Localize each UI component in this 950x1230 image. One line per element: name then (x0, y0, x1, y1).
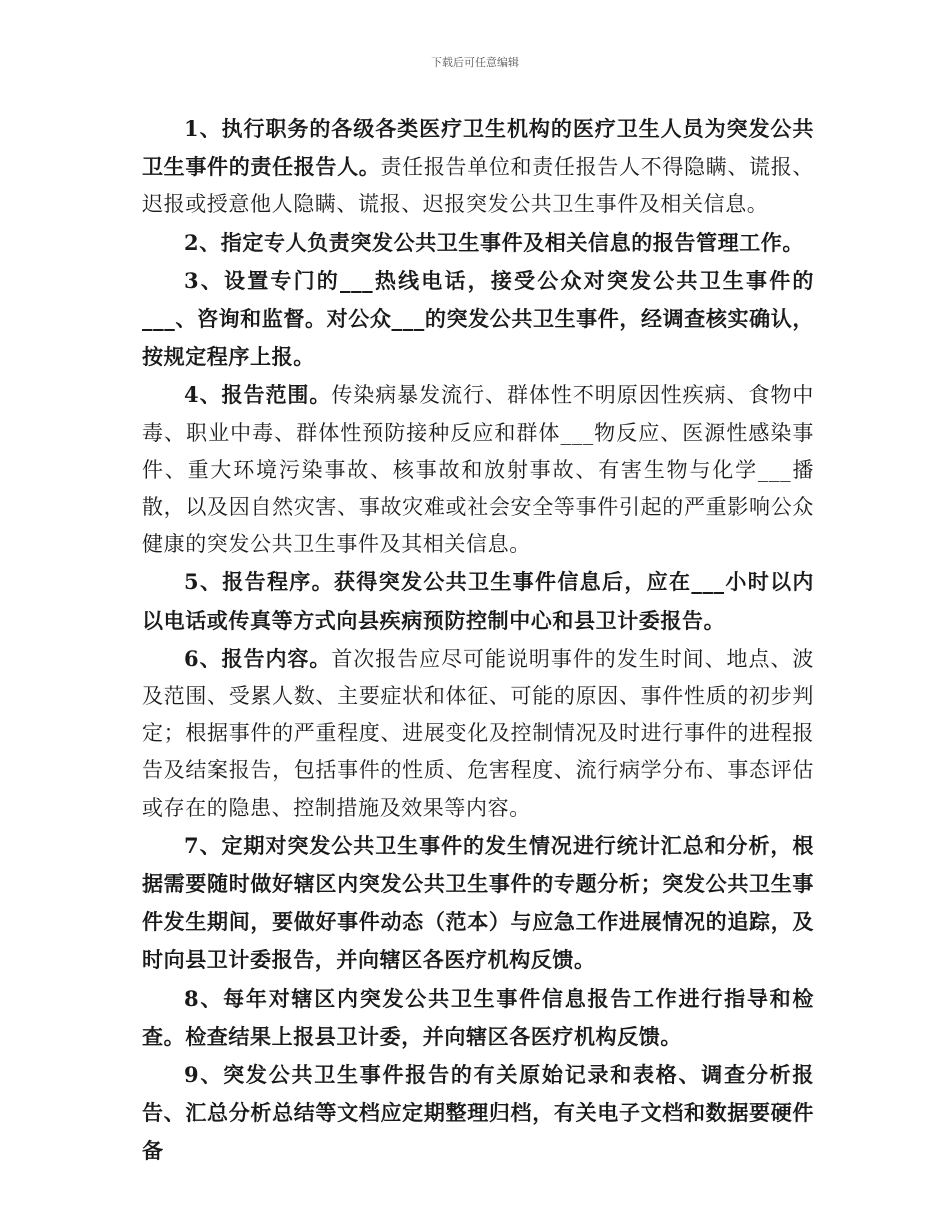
page-header-note: 下载后可任意编辑 (431, 56, 519, 69)
document-body (142, 110, 814, 1171)
paragraph-8 (142, 980, 814, 1056)
paragraph-3-lead: 3、设置专门的___热线电话，接受公众对突发公共卫生事件的___、咨询和监督。对公众___的突发公共卫生事件，经调查核实确认，按规定程序上报。 (142, 267, 814, 370)
paragraph-6 (142, 640, 814, 827)
paragraph-5-lead: 5、报告程序。获得突发公共卫生事件信息后，应在___小时以内以电话或传真等方式向县疾病预防控制中心和县卫计委报告。 (142, 569, 814, 633)
paragraph-7-lead: 7、定期对突发公共卫生事件的发生情况进行统计汇总和分析，根据需要随时做好辖区内突发公共卫生事件的专题分析；突发公共卫生事件发生期间，要做好事件动态（范本）与应急工作进展情况的追踪，及时向县卫计委报告，并向辖区各医疗机构反馈。 (142, 832, 814, 973)
paragraph-4 (142, 376, 814, 563)
paragraph-6-rest: 首次报告应尽可能说明事件的发生时间、地点、波及范围、受累人数、主要症状和体征、可能的原因、事件性质的初步判定；根据事件的严重程度、进展变化及控制情况及时进行事件的进程报告及结案报告，包括事件的性质、危害程度、流行病学分布、事态评估或存在的隐患、控制措施及效果等内容。 (142, 646, 814, 820)
paragraph-6-lead: 6、报告内容。 (184, 645, 332, 671)
paragraph-3 (142, 262, 814, 377)
paragraph-2-lead: 2、指定专人负责突发公共卫生事件及相关信息的报告管理工作。 (184, 229, 805, 255)
paragraph-9 (142, 1056, 814, 1171)
paragraph-1 (142, 110, 814, 224)
paragraph-7 (142, 827, 814, 980)
paragraph-5 (142, 563, 814, 639)
paragraph-1-lead: 1、执行职务的各级各类医疗卫生机构的医疗卫生人员为突发公共卫生事件的责任报告人。 (142, 116, 814, 180)
paragraph-9-lead: 9、突发公共卫生事件报告的有关原始记录和表格、调查分析报告、汇总分析总结等文档应定期整理归档，有关电子文档和数据要硬件备 (142, 1062, 814, 1164)
paragraph-2 (142, 224, 814, 262)
paragraph-4-rest: 传染病暴发流行、群体性不明原因性疾病、食物中毒、职业中毒、群体性预防接种反应和群体___物反应、医源性感染事件、重大环境污染事故、核事故和放射事故、有害生物与化学___播散，以及因自然灾害、事故灾难或社会安全等事件引起的严重影响公众健康的突发公共卫生事件及其相关信息。 (142, 383, 814, 557)
paragraph-8-lead: 8、每年对辖区内突发公共卫生事件信息报告工作进行指导和检查。检查结果上报县卫计委，并向辖区各医疗机构反馈。 (142, 985, 814, 1049)
paragraph-4-lead: 4、报告范围。 (184, 382, 332, 408)
paragraph-1-rest: 责任报告单位和责任报告人不得隐瞒、谎报、迟报或授意他人隐瞒、谎报、迟报突发公共卫生事件及相关信息。 (142, 155, 814, 217)
